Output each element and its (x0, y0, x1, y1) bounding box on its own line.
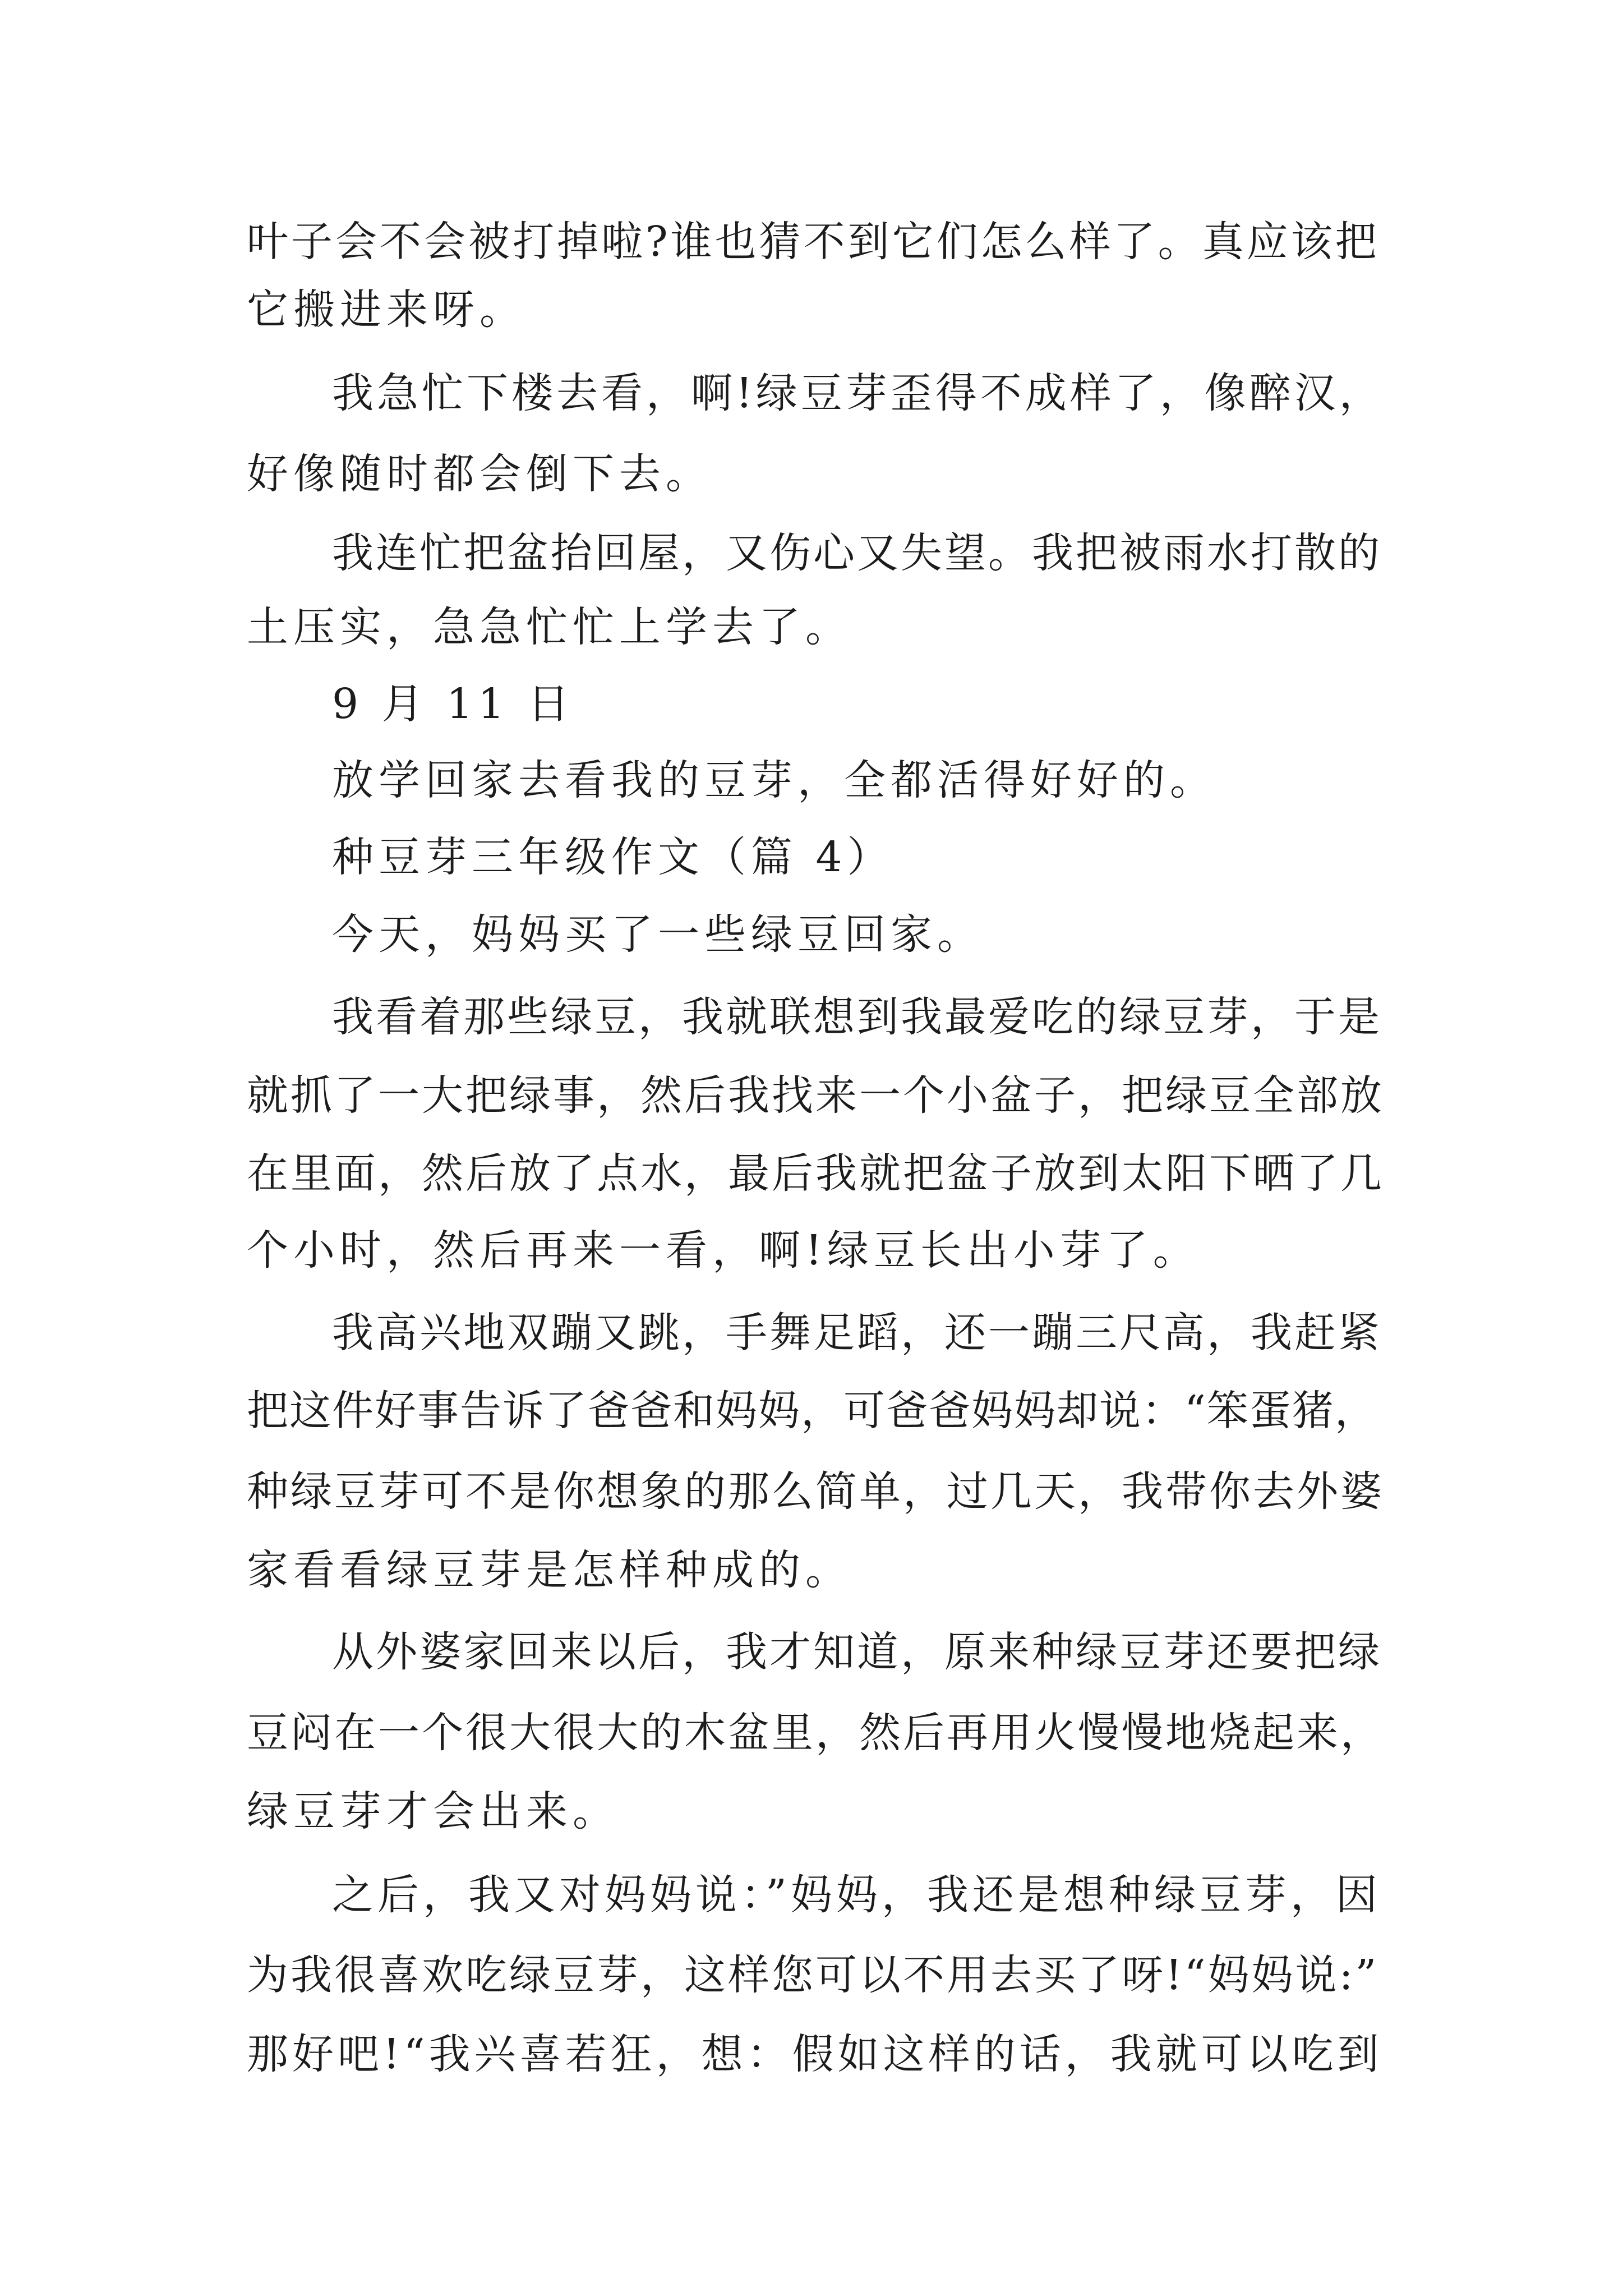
text-line: 绿豆芽才会出来。 (247, 1787, 619, 1835)
section-heading: 种豆芽三年级作文（篇 4） (332, 833, 894, 881)
text-line: 土压实，急急忙忙上学去了。 (247, 603, 852, 651)
text-line: 它搬进来呀。 (247, 286, 526, 334)
text-line: 我急忙下楼去看，啊!绿豆芽歪得不成样了，像醉汉， (332, 369, 1384, 417)
text-line: 我看着那些绿豆，我就联想到我最爱吃的绿豆芽，于是 (332, 993, 1382, 1041)
text-line: 叶子会不会被打掉啦?谁也猜不到它们怎么样了。真应该把 (247, 218, 1380, 266)
text-line: 为我很喜欢吃绿豆芽，这样您可以不用去买了呀!“妈妈说:” (247, 1951, 1379, 1999)
text-line: 那好吧!“我兴喜若狂，想：假如这样的话，我就可以吃到 (247, 2030, 1383, 2078)
text-line: 个小时，然后再来一看，啊!绿豆长出小芽了。 (247, 1226, 1200, 1274)
text-line: 我高兴地双蹦又跳，手舞足蹈，还一蹦三尺高，我赶紧 (332, 1309, 1382, 1357)
text-line: 就抓了一大把绿事，然后我找来一个小盆子，把绿豆全部放 (247, 1071, 1384, 1120)
text-line: 之后，我又对妈妈说：”妈妈，我还是想种绿豆芽，因 (332, 1871, 1381, 1919)
text-line: 种绿豆芽可不是你想象的那么简单，过几天，我带你去外婆 (247, 1467, 1384, 1516)
text-line: 把这件好事告诉了爸爸和妈妈，可爸爸妈妈却说：“笨蛋猪， (247, 1387, 1377, 1435)
text-line: 放学回家去看我的豆芽，全都活得好好的。 (332, 756, 1216, 804)
text-line: 好像随时都会倒下去。 (247, 450, 712, 498)
date-line: 9 月 11 日 (332, 680, 574, 728)
text-line: 家看看绿豆芽是怎样种成的。 (247, 1546, 852, 1594)
text-line: 豆闷在一个很大很大的木盆里，然后再用火慢慢地烧起来， (247, 1709, 1384, 1757)
text-line: 今天，妈妈买了一些绿豆回家。 (332, 910, 984, 959)
text-line: 从外婆家回来以后，我才知道，原来种绿豆芽还要把绿 (332, 1628, 1382, 1676)
text-line: 我连忙把盆抬回屋，又伤心又失望。我把被雨水打散的 (332, 529, 1382, 577)
text-line: 在里面，然后放了点水，最后我就把盆子放到太阳下晒了几 (247, 1149, 1384, 1198)
